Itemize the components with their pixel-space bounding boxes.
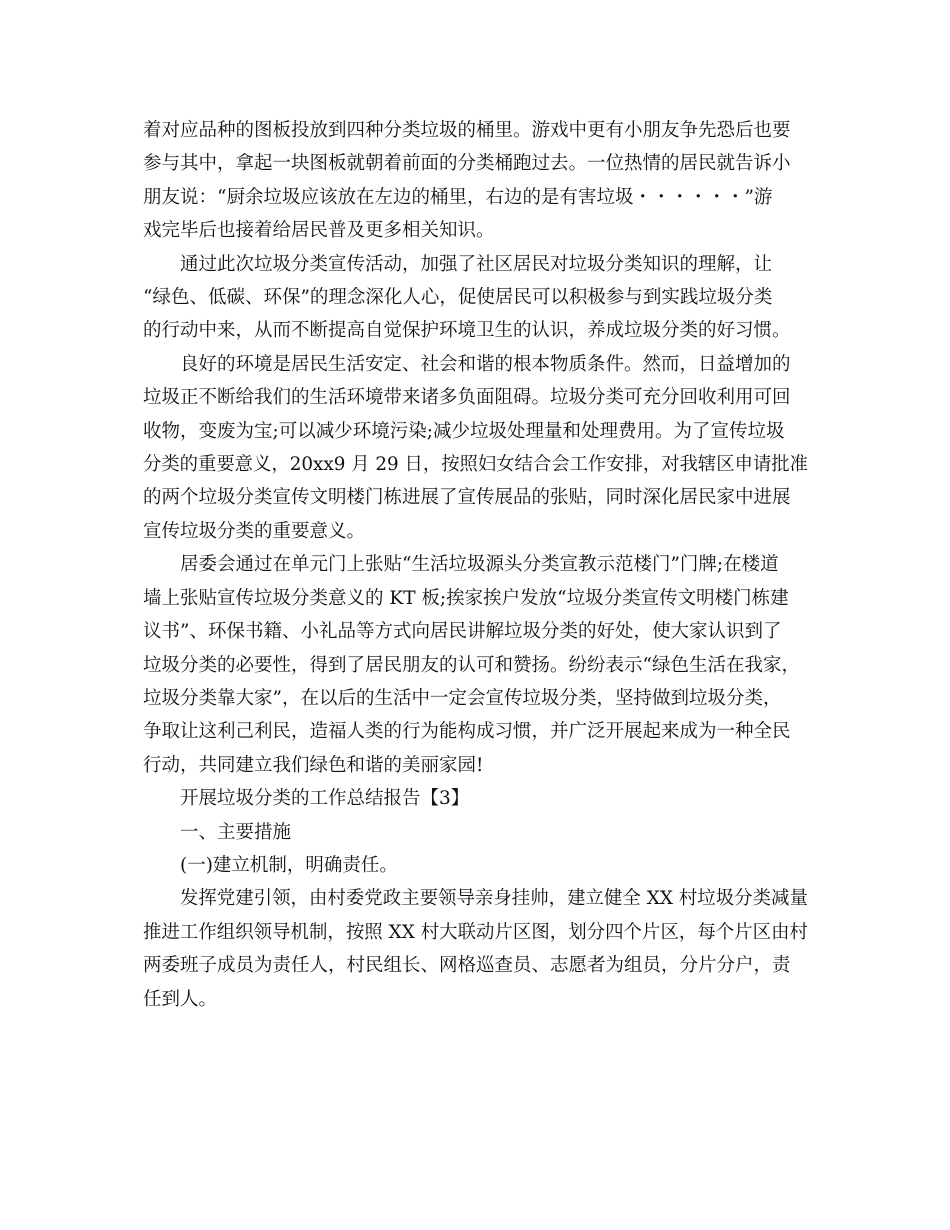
subheading: [143, 816, 808, 849]
text-line: 收物，变废为宝;可以减少环境污染;减少垃圾处理量和处理费用。为了宣传垃圾: [143, 420, 785, 442]
paragraph: [143, 548, 808, 782]
text-line: 通过此次垃圾分类宣传活动，加强了社区居民对垃圾分类知识的理解，让: [180, 253, 773, 275]
section-heading: [143, 782, 808, 815]
text-line: 参与其中，拿起一块图板就朝着前面的分类桶跑过去。一位热情的居民就告诉小: [143, 153, 791, 175]
text-line: 朋友说：“厨余垃圾应该放在左边的桶里，右边的是有害垃圾・・・・・・”游: [143, 186, 773, 208]
text-line: 垃圾分类靠大家”，在以后的生活中一定会宣传垃圾分类，坚持做到垃圾分类，: [143, 687, 782, 709]
text-line: 垃圾正不断给我们的生活环境带来诸多负面阻碍。垃圾分类可充分回收利用可回: [143, 387, 791, 409]
text-line: “绿色、低碳、环保”的理念深化人心，促使居民可以积极参与到实践垃圾分类: [143, 287, 773, 309]
document-body: [143, 114, 808, 1016]
text-line: 垃圾分类的必要性，得到了居民朋友的认可和赞扬。纷纷表示“绿色生活在我家，: [143, 654, 800, 676]
text-line: (一)建立机制，明确责任。: [180, 854, 398, 876]
subheading: [143, 849, 808, 882]
text-line: 一、主要措施: [180, 821, 292, 843]
text-line: 议书”、环保书籍、小礼品等方式向居民讲解垃圾分类的好处，使大家认识到了: [143, 621, 782, 643]
text-line: 行动，共同建立我们绿色和谐的美丽家园!: [143, 754, 484, 776]
text-line: 任到人。: [143, 988, 218, 1010]
paragraph: [143, 248, 808, 348]
text-line: 着对应品种的图板投放到四种分类垃圾的桶里。游戏中更有小朋友争先恐后也要: [143, 120, 791, 141]
text-line: 两委班子成员为责任人，村民组长、网格巡查员、志愿者为组员，分片分户，责: [143, 955, 791, 977]
text-line: 居委会通过在单元门上张贴“生活垃圾源头分类宣教示范楼门”门牌;在楼道: [180, 554, 779, 576]
text-line: 发挥党建引领，由村委党政主要领导亲身挂帅，建立健全 XX 村垃圾分类减量: [179, 888, 808, 910]
text-line: 戏完毕后也接着给居民普及更多相关知识。: [143, 220, 495, 242]
text-line: 良好的环境是居民生活安定、社会和谐的根本物质条件。然而，日益增加的: [180, 353, 791, 375]
text-line: 的两个垃圾分类宣传文明楼门栋进展了宣传展品的张贴，同时深化居民家中进展: [143, 487, 791, 509]
text-line: 开展垃圾分类的工作总结报告【3】: [180, 788, 470, 810]
text-line: 墙上张贴宣传垃圾分类意义的 KT 板;挨家挨户发放“垃圾分类宣传文明楼门栋建: [143, 587, 789, 609]
text-line: 分类的重要意义，20xx9 月 29 日，按照妇女结合会工作安排，对我辖区申请批准: [143, 454, 808, 476]
text-line: 宣传垃圾分类的重要意义。: [143, 520, 366, 542]
text-line: 的行动中来，从而不断提高自觉保护环境卫生的认识，养成垃圾分类的好习惯。: [143, 320, 791, 342]
paragraph: [143, 114, 808, 248]
text-line: 推进工作组织领导机制，按照 XX 村大联动片区图，划分四个片区，每个片区由村: [143, 921, 808, 943]
paragraph: [143, 348, 808, 548]
paragraph: [143, 882, 808, 1016]
text-line: 争取让这利己利民，造福人类的行为能构成习惯，并广泛开展起来成为一种全民: [143, 721, 791, 743]
